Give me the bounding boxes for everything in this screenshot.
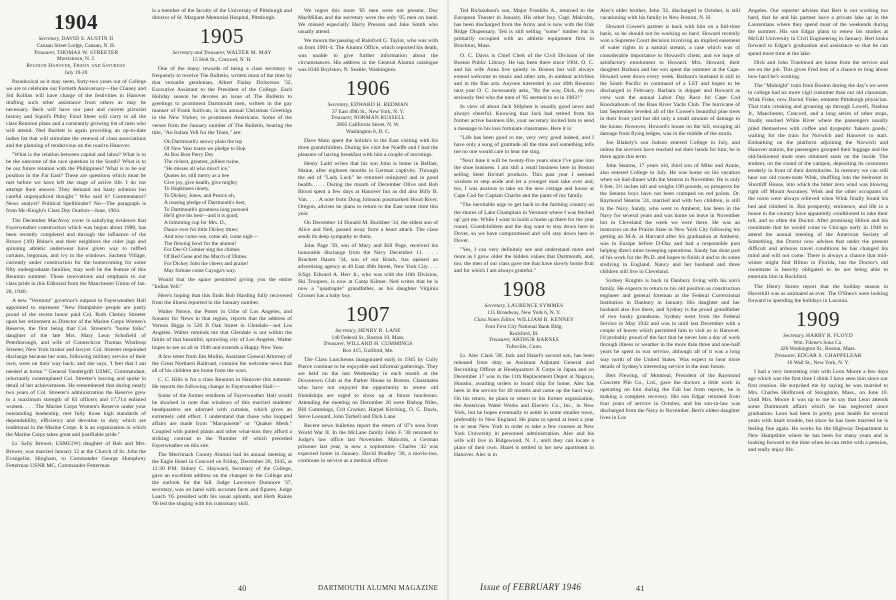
paragraph: "Yes, I can very definitely see and understand more and more as I grow older the hidden values that Dartmouth, and, too, the men of our class gave me that have slowly borne fruit and for which I am always grateful."	[454, 247, 594, 275]
paragraph: "Life has been good to me, very very good indeed, and I have only a song of gratitude all the time and something tells me no one would care to hear me sing.	[454, 134, 594, 155]
paragraph: Would that the space permitted giving you the entire "Indian Yell."	[152, 276, 292, 290]
column-1	[6, 8, 146, 472]
paragraph: A new "Vermont" governor's outpost in Fayerweather Hall appointed to represent "New Hampshire people are justly proud of the recent honor paid Col. Ruth Cheney Streeter upon her retirement as Director of the Marine Corps Women's Reserve, the first being that Col. Streeter's "home folks" daughter of the late Mrs. Mary Leon Schofield of Peterborough, and wife of Connecticut Thomas Winthrop Streeter, New York broker and lawyer. Col. Streeter responded discharge because her sons, following military service of their own, were on their way back; and she says, 'I feel that I am needed at home.'" General Vandergrift USMC, Commandant, reluctantly contemplated Col. Streeter's leaving and spoke in detail of her achievements. He remembered that during nearly two years of Col. Streeter's administration the Reserve grew to a maximum strength of 83 officers and 17,714 enlisted women. . . . The Marine Corps Women's Reserve under your outstanding leadership, met fully those high standards of dependability, efficiency and devotion to duty which are traditional in the Marine Corps. It is an organization in which the Marine Corps takes great and justifiable pride."	[6, 297, 146, 439]
poem-line: To Dartmouth's greatness long pursued	[164, 206, 249, 213]
officer-address-1905: 15 Holt St., Concord, N. H.	[192, 56, 252, 63]
paragraph: The Merrimack County Alumni had its annual meeting at the Eagle Hotel in Concord on Friday, December 28, 1945, at 12:30 P.M. Sidney C. Hayward, Secretary of the College, gave an excellent address on the changes in the College and the outlook for the fall. Judge Lawrence Dunmore '37, secretary, was on hand with accurate facts and figures. Judge Leach '05 presided with his usual aplomb, and Herb Rainie '06 led the singing with his customary skill.	[152, 451, 292, 508]
paragraph: is a member of the faculty of the University of Pittsburgh and director of St. Margaret Memorial Hospital, Pittsburgh.	[152, 8, 292, 22]
paragraph: Walter Neave, the Potter in Urbe of Los Angeles, and Sonator for News in that region, reports that the address of Vernon Biggs is 520 B Oak Street in Glendale—not Los Angeles. Walter reminds me that Glendale is not within the limits of that beautiful, sprawling city of Los Angeles. Walter hopes to see us all in 1946 and extends a Happy New Year.	[152, 309, 292, 351]
officer-treasurer-1909: Treasurer, EDGAR S. CHAPPELEAR	[774, 353, 862, 360]
paragraph: The Class Luncheons inaugurated early in 1945 by Cully Pierce continue to be enjoyable and informal gatherings. They are held on the last Wednesday in each month at the Downtown Club at the Parker House in Boston. Classmates who have not enjoyed the opportunity to renew old friendships are urged to show up at future luncheons. Attending the meeting on December 26 were Bishop Niles, Bill Cummings, Crit Crocker, Harpel Kitching, O. C. Davis, Steve Leonard, John Tarbell and Dick Lane.	[298, 357, 438, 420]
paragraph: In view of about Jack Stilphen is usually good news and always cheerful. Knowing that Jack had retired from his former active business life, your secretary invited him to send a message to his loss fortunate classmates. Here it is:	[454, 104, 594, 132]
class-year-1907: 1907	[346, 301, 390, 326]
paragraph: Angeles. Our reporter advises that Bert is not working too hard, that he and his partner have a private lake up in the Laurentians where they spend most of the weekends during the summer. His son Edgar plans to renew his studies at McGill University in Civil Engineering in January. Bert looks forward to Edgar's graduation and assistance so that he can spend more time at the lake.	[748, 8, 888, 57]
paragraph: Bert Flewing, of Montreal, President of the Raymond Concrete Pile Co., Ltd., gave the doctors a little work in operating on him during the Fall but from reports, he is making a complete recovery. His son Edgar returned from four years of service in October, and his son-in-law was discharged from the Navy in November. Bert's oldest daughter lives in Los	[600, 372, 740, 422]
paragraph: Sydney Knights is back in Danbury living with his son's family. He expects to return to his old position as construction engineer and general foreman at the Federal Correctional Institution in Danbury in January. His daughter and her husband also live there, and Sydney is the proud grandfather of two husky grandsons. Sydney went from the Federal Service in May 1942 and was in until last December with a couple of leaves which permitted him to visit us in Hanover. I'd probably proud of the fact that he never lost a day of work through illness or weather in the more than three and one-half years he spent in war service, although all of it was a long way north of the United States. Was expect to hear more details of Sydney's interesting service in the near future.	[600, 278, 740, 370]
officer-address-1908: 115 Broadway, New York 6, N. Y.	[487, 310, 561, 317]
reunion-notice: Reunion Hanover, Friday and Saturday	[26, 63, 126, 70]
treasurer-address-1906: 2805 California Street, N. W.	[336, 122, 400, 129]
paragraph: The December MacAvoy cover is satisfying evidence that Fayerweather construction which was begun about 1900, has been recently completed and through the influence of the Brown ('49) Rhine's and their neighbors the cider jugs and spinning athletic underwear have given way to ruffled curtains, begonias, and ivy in the windows. Sachem Village, currently under construction for the homecoming for some fifty undergraduate families, may well be the feature of this Reunion summer. Those innovations and emphasis to our class pride in this Editorial from the Manchester Union of Jan. 28, 1946:	[6, 217, 146, 295]
paragraph: I had a very interesting visit with Leon Moore a few days ago which was the first time I think I have seen him since our first reunion. He surprised me by saying he was married to Mrs. Charles Hollbrook of Stoughton, Mass., on June 10. Until Mrs. Moore it was up to me to say that Leon attends some Dartmouth affairs which he has neglected since graduation. Leon had been in pretty poor health for several years with heart trouble, but since he has been married he is feeling fine again. He works for the Highway Department in New Hampshire where he has been for many years and is looking forward to the time when he can retire with a pension, and really enjoy life.	[748, 368, 888, 453]
officer-secretary-1906: Secretary, EDWARD H. REDMAN	[327, 101, 409, 108]
paragraph: "What is the relation between capital and labor? What is to be the outcome of the race question in the South? What is to be our future relation with the Philippines? What is to be our position in the Far East? These are questions which must be met before we have left the stage of active life. I do not attempt their answer. They demand not hasty solution but careful unprejudiced thought." Who said it? Commentator? News analyst? Political Spellbinder? No—The paragraph is from Mc-Knight's Class Day Oration—June, 1904.	[6, 151, 146, 215]
poem-line: To Hopkinses ninety,	[164, 186, 210, 193]
paragraph: Ted Richardson's son, Major Franklin A., returned to the European Theater in January. His other boy, Capt. Malcolm, has been discharged from the Army and is now with the Oak Ridge Dispensary. Ted is still selling "some" lumber but is primarily occupied with an athletic equipment firm in Brockton, Mass.	[454, 8, 594, 50]
officer-secretary-1908: Secretary, LAURENCE SYMMES	[484, 303, 564, 310]
poem-block	[164, 139, 292, 275]
column-2	[152, 8, 292, 511]
poem-line: At Bos Bost Perry Dey	[164, 152, 214, 159]
paragraph: Dave Main spent the holida's in the East visiting with his three grandchildren. During his visit Joe Nueffe and I had the pleasure of having breakfast with him a couple of mornings.	[298, 137, 438, 159]
poem-line: Quotes he, still merry as a bee	[164, 172, 230, 179]
poem-line: On Dartmouth's snowy plain the top	[164, 138, 243, 145]
class-year-1906: 1906	[346, 75, 390, 100]
poem-line: And now come one, come all, come nigh—	[164, 233, 258, 240]
editor-address-1908-line2: Rockford, Ill.	[509, 330, 539, 337]
poem-line: "He misses all who miss't ice,"	[164, 165, 231, 172]
paragraph: The Henry Stores report that the holiday season in Haverhill was as animated as ever. The O'Shea's were looking forward to spending the holidays in Laconia.	[748, 283, 888, 304]
poem-line: The richest, greatest, jolliest twine,	[164, 159, 240, 166]
editor-address-1908: Foot First City National Bank Bldg.	[485, 323, 563, 330]
officer-address-1909-line2: 426 Washington St., Boston, Mass.	[780, 346, 856, 353]
class-year-1904: 1904	[54, 10, 98, 34]
paragraph: Alec's older brother, John '32, discharged in October, is still vacationing with his family in New Boston, N. H.	[600, 8, 740, 22]
issue-date: Issue of FEBRUARY 1946	[480, 582, 582, 592]
paragraph: Lt. Sally Brewer, USMC(W) daughter of Bob and Mrs. Brewer, was married January 12 at the Church of St. John the Evangelist, Hingham, to Commander George Humphrey Fetterman USNR MC, Commander Fetterman	[6, 441, 146, 469]
reunion-date: July 19-20	[64, 69, 88, 76]
paragraph: Paradoxical as it may seem, forty-two years out of College we are to celebrate our Fortieth Anniversary—Ike Chaney and Sid Rollins will have charge of the festivities in Hanover drafting such other assistance from others as may be necessary. Beck will have our past and current pictorial history and Squid's Phiby Fund Sheet will carry to all the class Reunion plans and a constantly growing list of men who will attend. Ned Bartlett is again providing an up-to-date ladies list that will stimulate the renewal of class associations and the planning of rendezvous on the road to Hanover.	[6, 78, 146, 149]
poem-line: May fortune come Cayuga's way.	[164, 267, 237, 274]
officer-editor-1908: Class Notes Editor, WILLIAM B. KENNEY	[474, 316, 574, 323]
treasurer-address-1909: 16 Wall St., New York, N. Y.	[786, 360, 850, 367]
paragraph: "The inevitable urge to get back to the farming country on the shores of Lake Champlain in Vermont where I was fetched up' got me. While I want to build a home up there for the year round, Grandchildren and the dog want to stay down here in Dover, so we have compromised and will stay down here in Dover.	[454, 202, 594, 244]
paragraph: The "Midnight" train from Boston during the day's we were in college had no more vigil customer than our old classmate, Wink Fiske, now Doctor Fiske, eminent Pittsburgh physician. That train creaking and groaning up through Lowell, Nashua Jr., Manchester, Concord, and a long series of other stops, finally reached White River where the passengers usually piled themselves with coffee and dyspeptic 'bakers goods,' waiting for the train for Norwich and Hanover to start. Embarking on the platform adjoining the Norwich and Hanover station, the passengers grouped their luggage and the old-fashioned mule ones obtained seats on the inside. The student, on the round of the campus, depositing its customers tenderly in front of their dormitories. In memory we can still hear our old room-mate Wink, shuffling into the bedroom in Shortliff House, into which the bitter zero wind was blowing right off Mount Ascutney. Wink and the other occupants of the room were always relieved when Wink finally found his bed and climbed in. But prosperity, eminence, and life in a house in the country have apparently conditioned to take their toll, and so often the Doctor. After promising Hilton and his roommate that he would come to Chicago early in 1946 to attend the annual meeting of the American Society of Something, the Doctor now advises that under the present difficult and arduous travel conditions he has changed his mind and will not come. There is always a chance that mid-winter might find Hilton in Florida, but the Doctor's old roommate is heavily obligated to be not being able to entertain him in Rockford.	[748, 82, 888, 281]
treasurer-address-1907: Box 415, Guilford, Me.	[342, 348, 394, 355]
poem-line: To Dickey, Jones, and Pearce oh,	[164, 193, 236, 200]
paragraph: Dick and John Trueblood are home from the service and are on the job. This gives Fred less of a chance to brag about how hard he's working.	[748, 59, 888, 80]
poem-line: Of Red Gene and the March of Dimes.	[164, 254, 248, 261]
treasurer-address-1904: Morristown, N. J.	[56, 56, 96, 63]
paragraph: A few letter from Jim Mullin, Assistant General Attorney of the Great Northern Railroad, contains the welcome news that all of his children are home from the wars.	[152, 353, 292, 374]
column-3	[298, 8, 438, 467]
page-number-left: 40	[238, 584, 247, 593]
treasurer-address-1908: Tuftsville, Conn.	[505, 344, 543, 351]
paragraph: On December 14 Donald M. Buckbee '34, the eldest son of Alice and Neil, passed away from a heart attack. The class sends its deep sympathy to them.	[298, 219, 438, 241]
officer-address-1907: 140 Federal St., Boston 10, Mass.	[331, 334, 405, 341]
column-6	[748, 8, 888, 456]
paragraph: John Stearns, 17 years old, third son of Mike and Annie, also entered College in July. He was home on his vacation when we had dinner with the Stearns in November. He is only 6 feet, 3½ inches tall and weighs 190 pounds, so prospects for the Stearns boys have not been cramped on red points. Dr. Raymond Stearns '24, married and with two children, is still in the Navy. Sandy, who went to Amherst, has been in the Navy for several years and was home on leave in November but in Cleveland the week we were there. He was an instructor on the Prairie State in New York City following his getting an M.A. at Harvard after his graduation at Amherst, was in Europe before D-Day and had a responsible post helping direct mine sweeping operations. Sandy has done part of his work for the Ph.D. and hopes to finish it and to do some studying in England. Nancy and her husband and three children still live in Cleveland.	[600, 162, 740, 276]
poem-line: The flowing bowl for the alumni!	[164, 240, 237, 247]
column-4	[454, 8, 594, 461]
paragraph: John Page '39, son of Mary and Bill Page, received his honorable discharge from the Navy December 11. . . . Brackett Hazen '34, son of our Brack, has opened an advertising agency at 40 East 49th Street, New York City. . . . S/Sgt. Edward A. Herr Jr., who was with the 10th Division, Ski Troopers, is now at Camp Kilmer. Ned writes that he is now a "quadruple" grandfather, as his daughter Virginia Grosser has a baby boy.	[298, 243, 438, 299]
treasurer-address-1906-line2: Washington 8, D. C.	[346, 129, 390, 136]
officer-secretary-1909: Secretary, HARRY R. FLOYD	[783, 332, 853, 339]
officer-secretary-1905: Secretary and Treasurer, WALTER M. MAY	[172, 50, 272, 57]
paragraph: Recent news bulletins report the return of 97's sons from World War II. In the McLane family John F. '38 returned to Judge's law office last November. Malcolm, a German prisoner last year, is now a sophomore. Charles '42 was expected home in January. David Bradley '38, a movie-law, continues in service as a medical officer.	[298, 422, 438, 465]
poem-line: A rousing pledge of Dartmouth's best,	[164, 199, 246, 206]
paragraph: Some of the former residents of Fayerweather Hall would be shocked to note that windows of this married students' headquarters are adorned with curtains, which gives an extremely odd effect. I understand that those who loopped affairs are made from "Marquisette" or "Quaker Mesh." Coupled with potted plants and other what-nots they afford a striking contrast to the 'Number 10' which preceded Fayerweather on this site.	[152, 393, 292, 449]
poem-line: For Dec-O Comier sing the chimes	[164, 247, 240, 254]
poem-line: Dance over for little Dickey three;	[164, 227, 239, 234]
poem-line: Give joy, give health, give mighty	[164, 179, 238, 186]
paragraph: Howard Cowee's partner is back with him on a full-time basis, so he should not be working so hard. Howard recently won a Supreme Court decision involving an implied easement of water rights in a natural stream, a case which was of considerable importance to Howard's client, and we hope of satisfactory emolument to Howard. Mrs. Howard, their daughter Barbara and her son spent the summer at the Cape. Howard went down every week. Barbara's husband is still in the South Pacific in command of a LST and hopes to be discharged in February. Barbara is skipper and Howard as crew won the annual Labor Day Race for Cape Cod Knockabouts of the Bass River Yacht Club. The hurricane of last September leveled all of the Cowee's beautiful pine trees in their front yard but did only a small amount of damage to the house. However, Howard's house on the hill, escaping all damage from flying ledges, was in the middle of the storm.	[600, 24, 740, 137]
page-gutter	[447, 0, 449, 600]
officer-treasurer-1906: Treasurer, NORMAN RUSSELL	[330, 115, 406, 122]
poem-line: Of New Year toasts we pledge to Hop	[164, 145, 246, 152]
paragraph: O. C. Davis is Chief Clerk of the Civil Division of the Boston Public Library. He has been there since 1904. O. C. and his wife Anna live quietly in Boston but will always extend welcome to music and other arts, in outdoor activities and in the fine arts. Anyone interested in our 40th Reunion next year O. C. incessantly asks, "By the way, Dick, do you seriously feel who the men of '05 seemed to us in 1903?"	[454, 52, 594, 102]
class-year-1905: 1905	[200, 24, 244, 49]
paragraph: "Next June it will be twenty-five years since I've gone into the shoe business. I am still a retail business here in Boston selling Steel Ho'mel products. This past year I seemed wisdom to step aside and let a younger man take over and, too, I was anxious to take on the new cottage and house at Cape Cod for Captain Charlie and the pants of my family.	[454, 157, 594, 200]
poem-line: He'll give his best—and it is good,	[164, 213, 239, 220]
paragraph: C. C. Hills is for a class Reunion in Hanover this summer. He reports the following change in Fayerweather Hall:—	[152, 376, 292, 390]
class-year-1908: 1908	[502, 277, 546, 302]
paragraph: Lt. Alec Clark '38, Jack and Hazel's second son, has been released from duty as Assistant Adjutant General and Recruiting Officer at Headquarters X Corps in Japan and on December 17 was in the 11th Replacement Depot at Nagoya, Honshu, awaiting orders to board ship for home. Alec has been in the service for 40 months and came up the hard way. On his return, he plans to return to his former organization, the American Water Works and Electric Co., Inc., in New York, but he hopes eventually to settle in some smaller town, preferably in New England. He plans to spend at least a year in or near New York in order to take a few courses at New York University in personnel administration. Alec and his wife will live in Ridgewood, N. J., until they can locate a place of their own. Hazel is settled in her new apartment in Hanover. Alec is in	[454, 352, 594, 459]
poem-line: A brimming cup for Mrs. D.,	[164, 220, 227, 227]
paragraph: Joe Blakely's son Judson entered College in July, and unless the services have reached out their hands for him, he is there again this term.	[600, 139, 740, 160]
officer-secretary-1907: Secretary, HENRY R. LANE	[335, 327, 401, 334]
paragraph: Henry Ladd writes that his son John is home in Belfast, Maine, after eighteen months in German captivity. Through the aid of "Lady Luck" he returned uninjured and in good health. . . . During the month of December Olive and Bob Blood spent a few days at Hanover Inn as did also Billy B. Van. . . . A note from Doug Johnson postmarked Hood River, Oregon, advises he plans to return to the East some time this year.	[298, 161, 438, 217]
paragraph: One of the many rewards of being a class secretary is frequently to receive The Bulletin, written most of the time by that versatile gentleman, Albert Finlay Dickerson '32, Executive Assistant to the President of the College. Each Holiday season he devotes an issue of The Bulletin to greetings to prominent Dartmouth men, written in the gay manner of Frank Sullivan, in his annual Christmas Greetings in the New Yorker, to prominent Americans. Some of the verses from the January number of The Bulletin, bearing the title, "An Indian Yell for the Team," are:	[152, 65, 292, 136]
poem-line: For Dickey John the cheers and praise!	[164, 261, 249, 268]
officer-treasurer-1908: Treasurer, ARTHUR BARNES	[488, 337, 560, 344]
paragraph: We regret this more '05 men were not present. Doc MacMillan and the secretary were the only '05 men on hand. We missed especially Harry Presson and Jake Smith who usually attend.	[298, 8, 438, 36]
officer-treasurer-1904: Treasurer, THOMAS W. STREETER	[33, 49, 119, 56]
officer-address-1906: 37 East 49th St., New York, N. Y.	[331, 108, 405, 115]
officer-secretary-1904: Secretary, DAVID S. AUSTIN II	[38, 36, 114, 42]
page-number-right: 41	[636, 584, 645, 593]
officer-address-1909: Wm. Filene's Sons Co.	[793, 339, 843, 346]
paragraph: We mourn the passing of Rainford G. Taylor, who was with us from 1901-4. The Alumni Office, which reported his death, was unable to give further information about the circumstances. His address in the General Alumni catalogue was 8346 Boylston, N. Seattle, Washington.	[298, 38, 438, 73]
officer-address-1904: Canaan Street Lodge, Canaan, N. H.	[36, 42, 116, 49]
column-5	[600, 8, 740, 424]
class-year-1909: 1909	[796, 306, 840, 331]
magazine-title: DARTMOUTH ALUMNI MAGAZINE	[318, 584, 439, 592]
paragraph: Here's hoping that this finds Bob Harding fully recovered from the illness reported in the January number.	[152, 292, 292, 306]
officer-treasurer-1907: Treasurer, WILLARD H. CUMMINGS	[323, 341, 413, 348]
